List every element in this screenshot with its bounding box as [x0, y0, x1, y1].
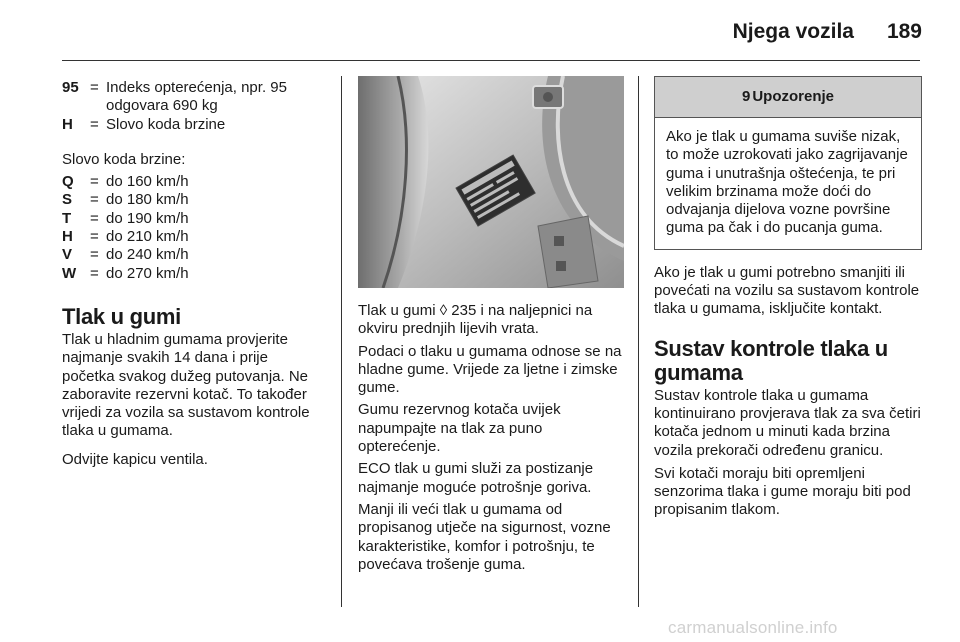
speed-code-key: H [62, 228, 73, 246]
paragraph: Ako je tlak u gumi potrebno smanjiti ili povećati na vozilu sa sustavom kontrole tlaka u gumama, isključite kontakt. [654, 263, 920, 318]
speed-code-value: do 270 km/h [106, 264, 189, 282]
definition-equals: = [90, 115, 99, 133]
definition-key: H [62, 115, 73, 133]
warning-box [654, 76, 922, 250]
speed-code-equals: = [90, 173, 99, 191]
page-number: 189 [886, 20, 922, 43]
definition-row [62, 79, 324, 116]
speed-code-row [62, 265, 324, 283]
paragraph: Tlak u gumi ◊ 235 i na naljepnici na okviru prednjih lijevih vrata. [358, 302, 593, 338]
header-title: Njega vozila [732, 20, 854, 43]
tire-label-illustration [358, 76, 624, 288]
column-divider-1 [341, 76, 342, 607]
paragraph: ECO tlak u gumi služi za postizanje najmanje moguće potrošnje goriva. [358, 460, 594, 496]
speed-code-value: do 190 km/h [106, 209, 189, 227]
speed-code-key: T [62, 209, 72, 227]
definition-value: Slovo koda brzine [106, 115, 226, 133]
speed-code-intro: Slovo koda brzine: [62, 150, 186, 168]
paragraph: Sustav kontrole tlaka u gumama kontinuirano provjerava tlak za sva četiri kotača jednom u minuti kada brzina vozila prekorači određenu granicu. [654, 386, 921, 459]
definition-equals: = [90, 79, 99, 96]
speed-code-equals: = [90, 264, 99, 282]
speed-code-key: W [62, 264, 77, 282]
speed-code-equals: = [90, 246, 99, 264]
section-heading: Tlak u gumi [62, 303, 181, 329]
column-middle [358, 76, 624, 574]
speed-code-value: do 160 km/h [106, 173, 189, 191]
column-divider-2 [638, 76, 639, 607]
warning-body [655, 118, 921, 249]
speed-code-key: Q [62, 173, 74, 191]
speed-code-key: S [62, 191, 73, 209]
speed-code-key: V [62, 246, 73, 264]
header-rule [62, 60, 920, 61]
paragraph: Svi kotači moraju biti opremljeni senzorima tlaka i gume moraju biti pod propisanim tlakom. [654, 464, 911, 519]
warning-header [655, 77, 921, 118]
speed-code-value: do 240 km/h [106, 246, 189, 264]
definition-value: Indeks opterećenja, npr. 95 odgovara 690 kg [106, 79, 287, 115]
column-right [654, 76, 922, 520]
warning-title: Upozorenje [752, 87, 835, 105]
warning-icon: 9 [741, 87, 751, 105]
definition-key: 95 [62, 79, 79, 96]
definition-row [62, 116, 324, 134]
paragraph: Tlak u hladnim gumama provjerite najmanje svakih 14 dana i prije početka svakog dužeg putovanja. Ne zaboravite rezervni kotač. To također vrijedi za vozila sa sustavom kontrole tlaka u gumama. [62, 330, 310, 440]
speed-code-equals: = [90, 228, 99, 246]
door-frame-photo [358, 76, 624, 288]
speed-code-row [62, 173, 324, 191]
warning-text: Ako je tlak u gumama suviše nizak, to može uzrokovati jako zagrijavanje guma i unutrašnja oštećenja, te pri velikim brzinama može doći do odvajanja dijelova vozne površine guma pa čak i do pucanja guma. [666, 128, 908, 237]
speed-code-value: do 210 km/h [106, 228, 189, 246]
speed-code-row [62, 228, 324, 246]
paragraph: Manji ili veći tlak u gumama od propisanog utječe na sigurnost, vozne karakteristike, komfor i potrošnju, te povećava trošenje guma. [358, 500, 611, 573]
paragraph: Podaci o tlaku u gumama odnose se na hladne gume. Vrijede za ljetne i zimske gume. [358, 342, 622, 397]
speed-code-row [62, 191, 324, 209]
speed-code-row [62, 246, 324, 264]
speed-code-equals: = [90, 191, 99, 209]
column-left [62, 79, 324, 469]
section-heading: Sustav kontrole tlaka u gumama [654, 335, 888, 385]
paragraph: Gumu rezervnog kotača uvijek napumpajte na tlak za puno opterećenje. [358, 401, 561, 456]
paragraph: Odvijte kapicu ventila. [62, 450, 208, 468]
watermark: carmanualsonline.info [668, 618, 838, 637]
speed-code-row [62, 210, 324, 228]
speed-code-equals: = [90, 209, 99, 227]
speed-code-value: do 180 km/h [106, 191, 189, 209]
